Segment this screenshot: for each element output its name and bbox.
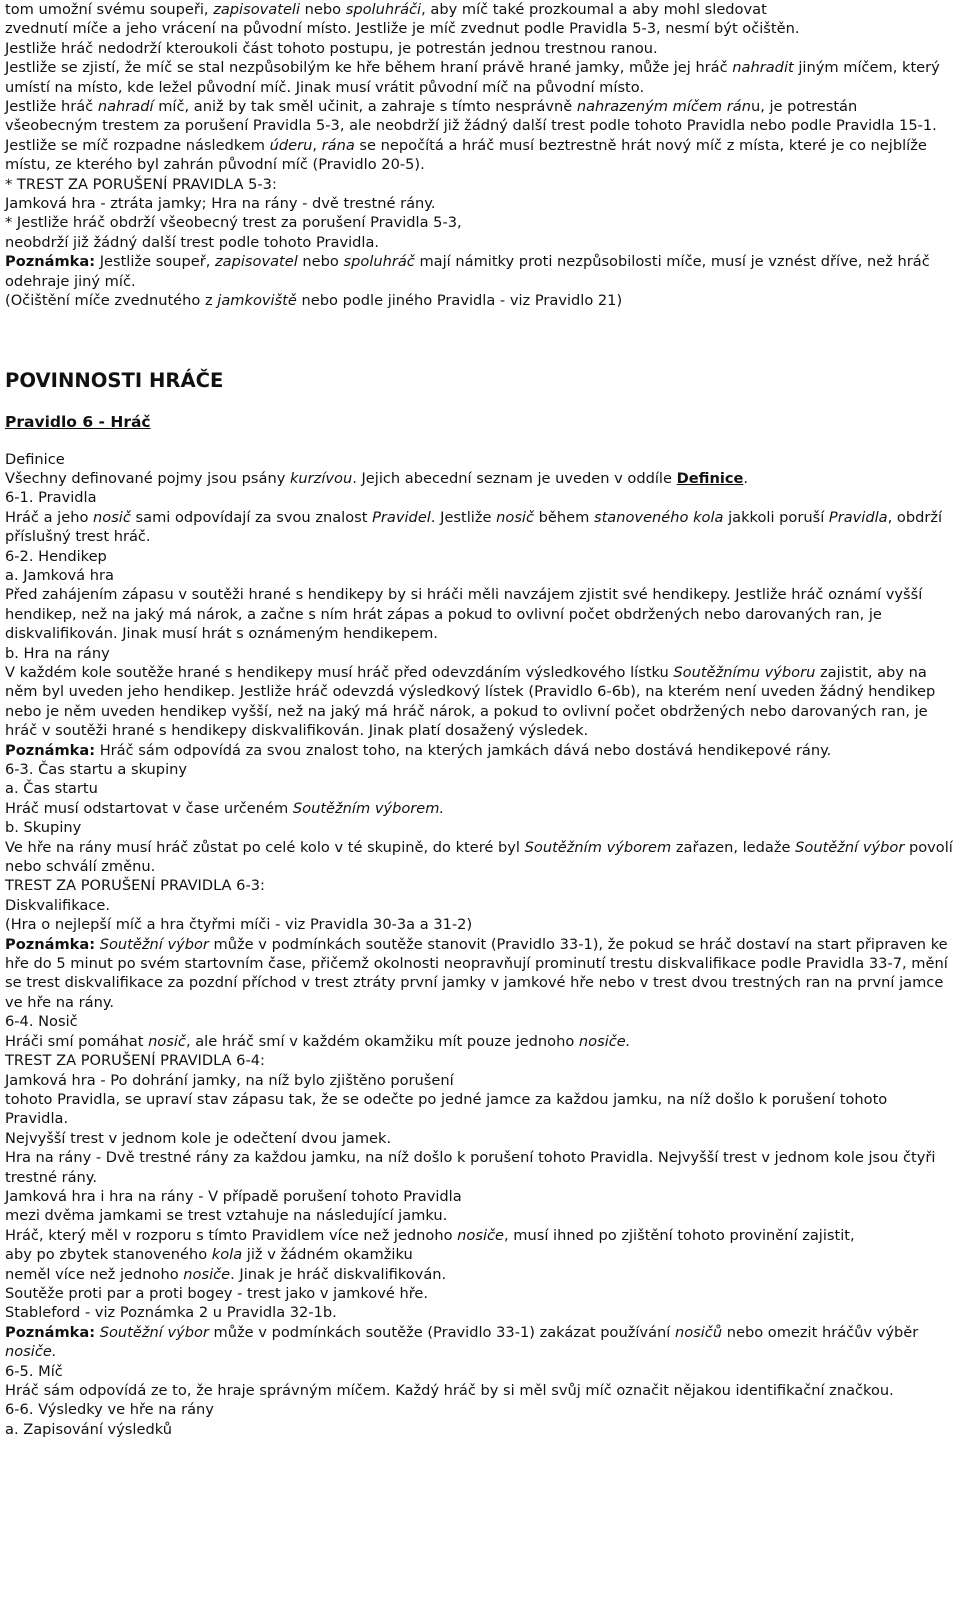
subheading: a. Jamková hra [5,566,114,584]
note: Poznámka: Jestliže soupeř, zapisovatel nebo spoluhráč mají námitky proti nezpůsobilosti míče, musí je vznést dříve, než hráč odehraje jiný míč. [5,253,930,290]
penalty-text: neobdrží již žádný další trest podle tohoto Pravidla. [5,233,380,251]
subheading: 6-1. Pravidla [5,489,97,507]
section-title: POVINNOSTI HRÁČE [5,368,224,392]
text-line: tom umožní svému soupeři, zapisovateli nebo spoluhráči, aby míč také prozkoumal a aby mohl sledovat [5,1,767,18]
penalty-text: mezi dvěma jamkami se trest vztahuje na následující jamku. [5,1207,448,1225]
note-label: Poznámka: [5,253,96,271]
text-line: Jestliže hráč nedodrží kteroukoli část tohoto postupu, je potrestán jednou trestnou ranou. [5,39,658,57]
penalty-heading: TREST ZA PORUŠENÍ PRAVIDLA 6-3: [5,877,265,895]
note: Poznámka: Hráč sám odpovídá za svou znalost toho, na kterých jamkách dává nebo dostává hendikepové rány. [5,741,832,759]
subheading: a. Zapisování výsledků [5,1420,172,1438]
note: Poznámka: Soutěžní výbor může v podmínkách soutěže (Pravidlo 33-1) zakázat používání nosičů nebo omezit hráčův výběr nosiče. [5,1323,919,1361]
paragraph: Jestliže se míč rozpadne následkem úderu, rána se nepočítá a hráč musí beztrestně hrát nový míč z místa, které je co nejblíže místu, ze kterého byl zahrán původní míč (Pravidlo 20-5). [5,136,927,174]
subheading: 6-6. Výsledky ve hře na rány [5,1401,214,1419]
subheading: 6-3. Čas startu a skupiny [5,761,188,778]
subheading: 6-4. Nosič [5,1013,78,1031]
subheading: b. Hra na rány [5,644,110,662]
penalty-text: Diskvalifikace. [5,896,111,914]
subheading: 6-2. Hendikep [5,547,107,565]
subheading: Definice [5,450,65,468]
note: Poznámka: Soutěžní výbor může v podmínkách soutěže stanovit (Pravidlo 33-1), že pokud se hráč dostaví na start připraven ke hře do 5 minut po svém startovním čase, přičemž okolnosti neopravňují prominutí trestu diskvalifikace podle Pravidla 33-7, mění se trest diskvalifikace za pozdní příchod v trest ztráty první jamky v jamkové hře nebo v trest dvou trestných ran na první jamce ve hře na rány. [5,935,948,1011]
penalty-text: Soutěže proti par a proti bogey - trest jako v jamkové hře. [5,1284,429,1302]
penalty-text: aby po zbytek stanoveného kola již v žádném okamžiku [5,1246,413,1264]
paragraph: Ve hře na rány musí hráč zůstat po celé kolo v té skupině, do které byl Soutěžním výborem zařazen, ledaže Soutěžní výbor povolí nebo schválí změnu. [5,838,953,876]
penalty-text: Hráč, který měl v rozporu s tímto Pravidlem více než jednoho nosiče, musí ihned po zjištění tohoto provinění zajistit, [5,1226,855,1244]
paragraph: Hráč a jeho nosič sami odpovídají za svou znalost Pravidel. Jestliže nosič během stanoveného kola jakkoli poruší Pravidla, obdrží příslušný trest hráč. [5,508,943,546]
paragraph: Hráč sám odpovídá ze to, že hraje správným míčem. Každý hráč by si měl svůj míč označit nějakou identifikační značkou. [5,1382,894,1399]
penalty-heading: * TREST ZA PORUŠENÍ PRAVIDLA 5-3: [5,175,277,193]
subheading: 6-5. Míč [5,1362,63,1380]
cross-reference: (Očištění míče zvednutého z jamkoviště nebo podle jiného Pravidla - viz Pravidlo 21) [5,292,623,310]
paragraph: Jestliže se zjistí, že míč se stal nezpůsobilým ke hře během hraní právě hrané jamky, může jej hráč nahradit jiným míčem, který umístí na místo, kde ležel původní míč. Jinak musí vrátit původní míč na původní místo. [5,59,940,96]
text-line: Všechny definované pojmy jsou psány kurzívou. Jejich abecední seznam je uveden v oddíle Definice. [5,469,749,487]
cross-reference: (Hra o nejlepší míč a hra čtyřmi míči - viz Pravidla 30-3a a 31-2) [5,916,473,934]
note-label: Poznámka: [5,935,96,953]
text-line: Hráč musí odstartovat v čase určeném Soutěžním výborem. [5,799,445,817]
penalty-text: Stableford - viz Poznámka 2 u Pravidla 32-1b. [5,1304,337,1322]
subheading: b. Skupiny [5,819,82,837]
note-label: Poznámka: [5,1323,96,1341]
penalty-heading: TREST ZA PORUŠENÍ PRAVIDLA 6-4: [5,1052,265,1070]
penalty-text: Jamková hra i hra na rány - V případě porušení tohoto Pravidla [5,1187,462,1205]
penalty-text: Hra na rány - Dvě trestné rány za každou jamku, na níž došlo k porušení tohoto Pravidla. Nejvyšší trest v jednom kole jsou čtyři trestné rány. [5,1149,936,1186]
text-line: zvednutí míče a jeho vrácení na původní místo. Jestliže je míč zvednut podle Pravidla 5-3, nesmí být očištěn. [5,20,800,38]
note-label: Poznámka: [5,741,96,759]
penalty-text: Jamková hra - ztráta jamky; Hra na rány - dvě trestné rány. [5,195,436,213]
rule-title: Pravidlo 6 - Hráč [5,412,151,431]
penalty-text: Nejvyšší trest v jednom kole je odečtení dvou jamek. [5,1129,392,1147]
subheading: a. Čas startu [5,780,98,798]
paragraph: Jestliže hráč nahradí míč, aniž by tak směl učinit, a zahraje s tímto nesprávně nahrazeným míčem ránu, je potrestán všeobecným trestem za porušení Pravidla 5-3, ale neobdrží již žádný další trest podle tohoto Pravidla nebo podle Pravidla 15-1. [5,98,937,135]
text-line: Hráči smí pomáhat nosič, ale hráč smí v každém okamžiku mít pouze jednoho nosiče. [5,1032,631,1050]
definitions-link[interactable]: Definice [676,469,744,487]
penalty-text: Jamková hra - Po dohrání jamky, na níž bylo zjištěno porušení [5,1071,454,1089]
penalty-text: tohoto Pravidla, se upraví stav zápasu tak, že se odečte po jedné jamce za každou jamku, na níž došlo k porušení tohoto Pravidla. [5,1090,888,1128]
paragraph: V každém kole soutěže hrané s hendikepy musí hráč před odevzdáním výsledkového lístku Soutěžnímu výboru zajistit, aby na něm byl uveden jeho hendikep. Jestliže hráč odevzdá výsledkový lístek (Pravidlo 6-6b), na kterém není uveden žádný hendikep nebo je něm uveden hendikep vyšší, než na jaký má hráč nárok, a pokud to ovlivní počet obdržených nebo darovaných ran, je hráč v soutěži hrané s hendikepy diskvalifikován. Jinak platí dosažený výsledek. [5,663,936,740]
penalty-text: * Jestliže hráč obdrží všeobecný trest za porušení Pravidla 5-3, [5,214,462,232]
paragraph: Před zahájením zápasu v soutěži hrané s hendikepy by si hráči měli navzájem zjistit své hendikepy. Jestliže hráč oznámí vyšší hendikep, než na jaký má nárok, a začne s ním hrát zápas a pokud to ovlivní počet obdržených nebo darovaných ran, je diskvalifikován. Jinak musí hrát s oznámeným hendikepem. [5,586,923,643]
penalty-text: neměl více než jednoho nosiče. Jinak je hráč diskvalifikován. [5,1265,447,1283]
